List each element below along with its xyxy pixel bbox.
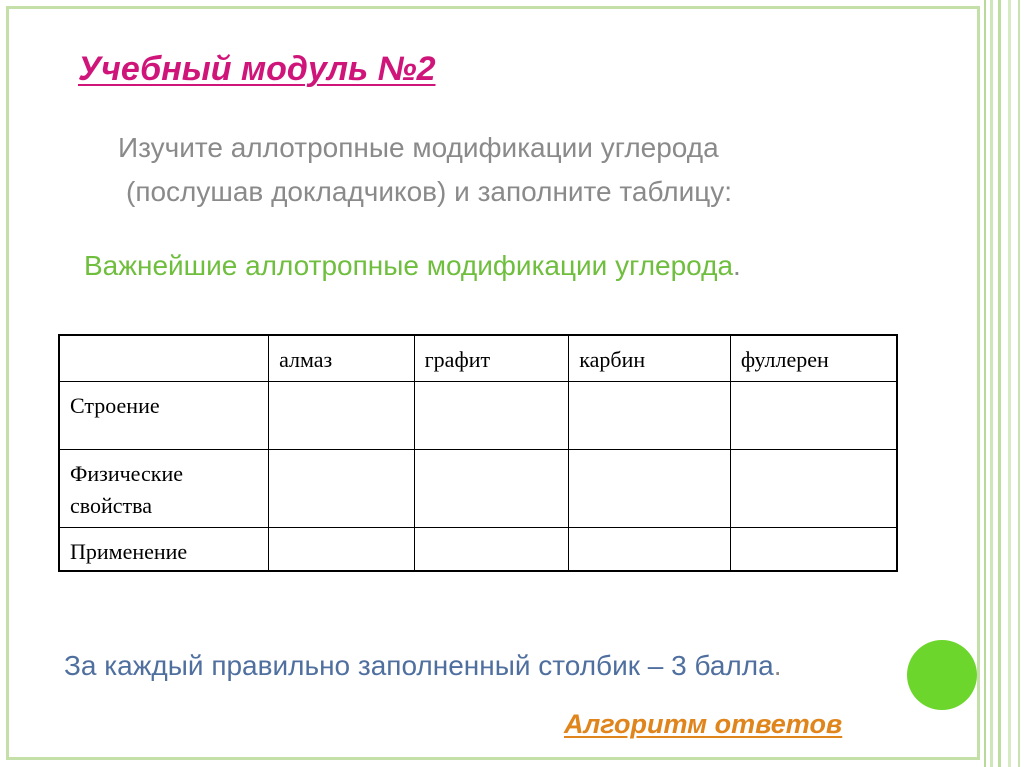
- table-cell: [730, 527, 897, 571]
- score-period: .: [773, 650, 782, 681]
- instruction-text: [118, 126, 898, 214]
- score-text: За каждый правильно заполненный столбик – 3 балла: [64, 650, 774, 681]
- table-row: [59, 381, 897, 449]
- decorative-stripes: [982, 0, 1024, 767]
- table-cell: [569, 381, 731, 449]
- header-cell-diamond: алмаз: [269, 335, 415, 381]
- row-label-structure: Строение: [59, 381, 269, 449]
- row-label-application: Применение: [59, 527, 269, 571]
- table-cell: [414, 381, 569, 449]
- table-cell: [269, 449, 415, 527]
- table-cell: [414, 527, 569, 571]
- allotropes-table: [58, 334, 898, 572]
- green-circle-icon: [907, 640, 977, 710]
- table-cell: [730, 449, 897, 527]
- table-cell: [269, 381, 415, 449]
- row-label-physical-properties: [59, 449, 269, 527]
- slide-title: Учебный модуль №2: [78, 50, 436, 88]
- row-label-line-2: свойства: [70, 492, 153, 518]
- instruction-line-1: Изучите аллотропные модификации углерода: [118, 132, 719, 163]
- table-row: [59, 449, 897, 527]
- table-cell: [569, 449, 731, 527]
- score-note: [64, 650, 781, 682]
- header-cell-empty: [59, 335, 269, 381]
- table-cell: [569, 527, 731, 571]
- row-label-line-1: Физические: [70, 460, 183, 486]
- table-header-row: [59, 335, 897, 381]
- subtitle-text: Важнейшие аллотропные модификации углерода: [84, 250, 734, 281]
- instruction-line-2: (послушав докладчиков) и заполните таблицу:: [126, 176, 733, 207]
- header-cell-carbyne: карбин: [569, 335, 731, 381]
- table-cell: [269, 527, 415, 571]
- table-cell: [414, 449, 569, 527]
- answers-algorithm-link[interactable]: Алгоритм ответов: [564, 709, 843, 739]
- header-cell-fullerene: фуллерен: [730, 335, 897, 381]
- header-cell-graphite: графит: [414, 335, 569, 381]
- table-subtitle: [84, 250, 741, 282]
- table-cell: [730, 381, 897, 449]
- table-row: [59, 527, 897, 571]
- subtitle-period: .: [733, 250, 741, 281]
